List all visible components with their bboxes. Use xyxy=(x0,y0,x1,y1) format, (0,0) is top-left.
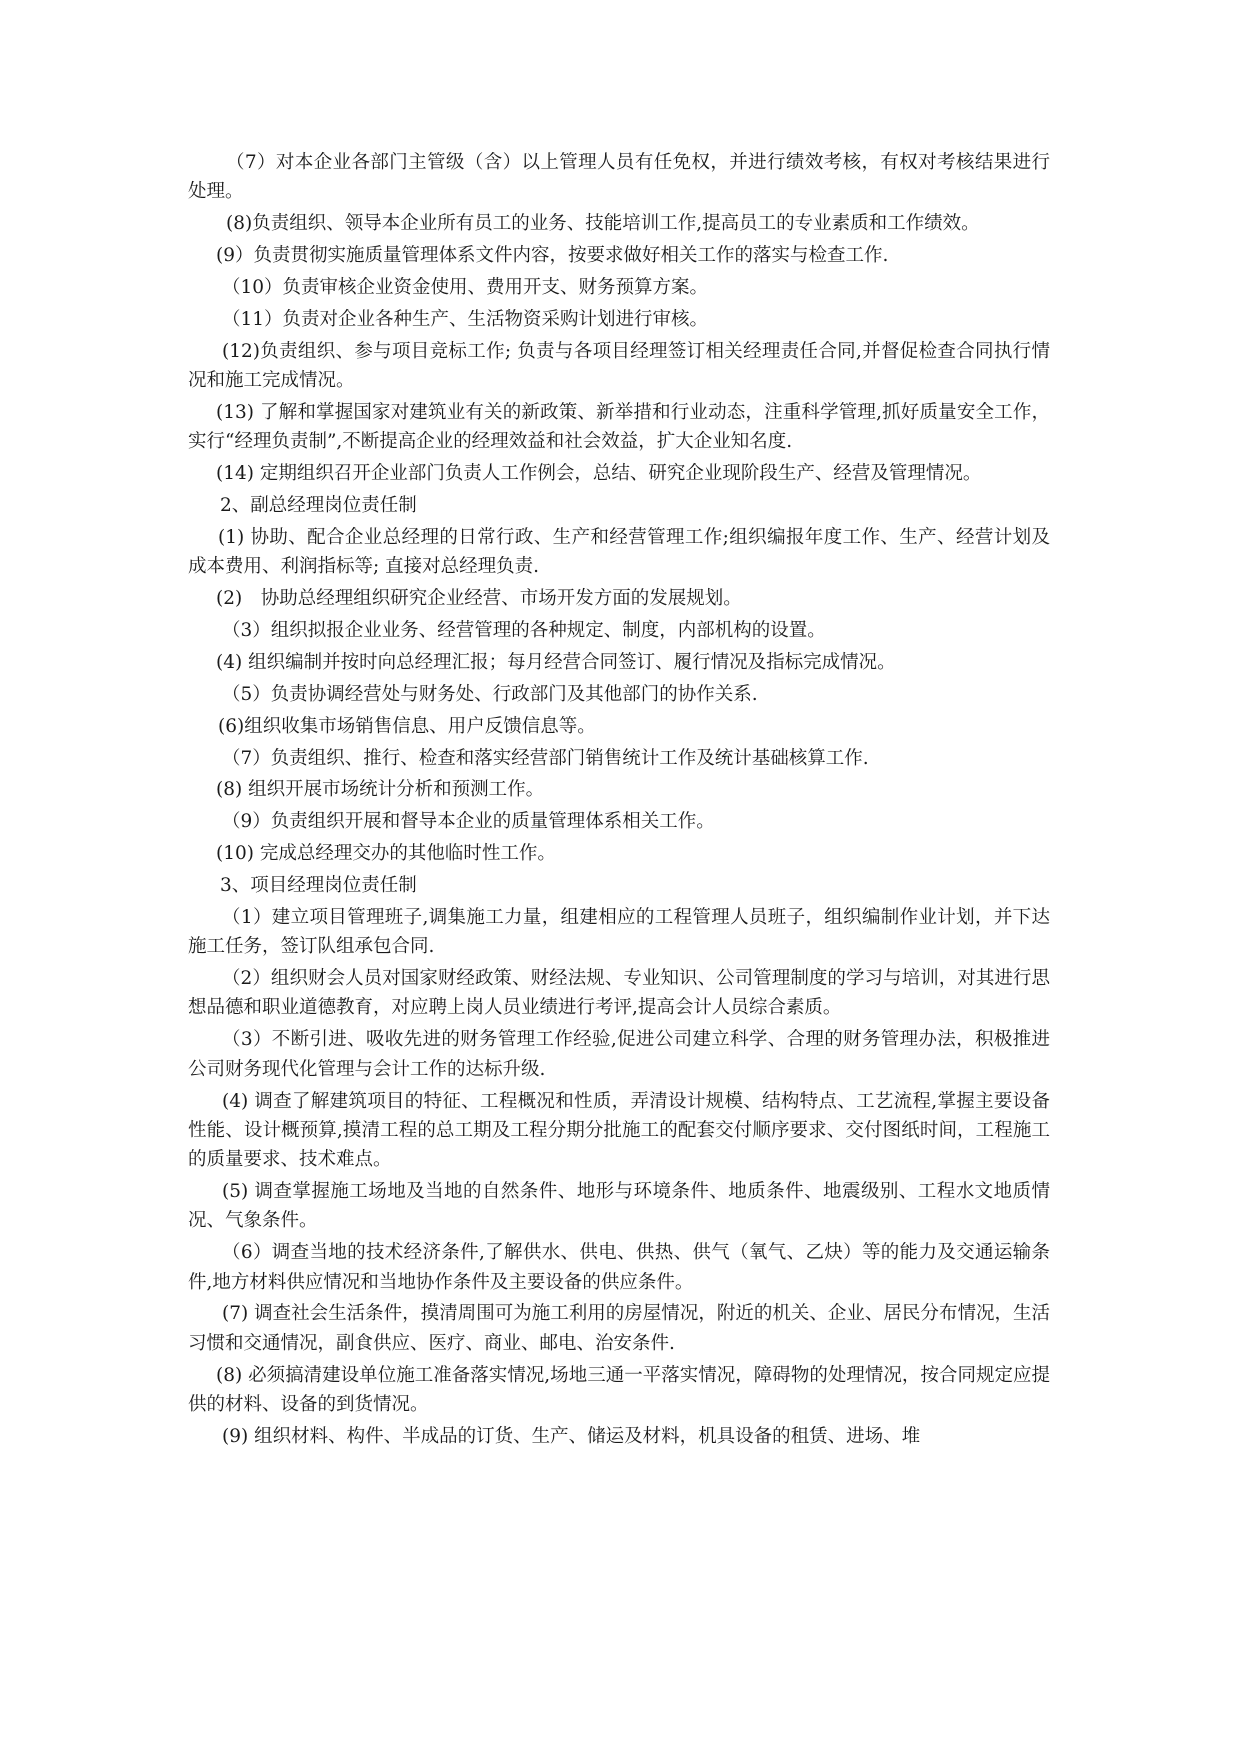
paragraph-4: （10）负责审核企业资金使用、费用开支、财务预算方案。 xyxy=(222,276,709,298)
paragraph-10: (2) 协助总经理组织研究企业经营、市场开发方面的发展规划。 xyxy=(216,588,742,610)
paragraph-19: （1）建立项目管理班子,调集施工力量，组建相应的工程管理人员班子，组织编制作业计划，并下达施工任务，签订队组承包合同. xyxy=(188,907,1050,958)
paragraph-27: (9) 组织材料、构件、半成品的订货、生产、储运及材料，机具设备的租赁、进场、堆 xyxy=(222,1425,921,1447)
paragraph-1: （7）对本企业各部门主管级（含）以上管理人员有任免权，并进行绩效考核，有权对考核结果进行处理。 xyxy=(188,152,1050,203)
paragraph-9: (1) 协助、配合企业总经理的日常行政、生产和经营管理工作;组织编报年度工作、生产、经营计划及成本费用、利润指标等; 直接对总经理负责. xyxy=(188,526,1050,578)
paragraph-16: (8) 组织开展市场统计分析和预测工作。 xyxy=(216,779,545,801)
paragraph-11: （3）组织拟报企业业务、经营管理的各种规定、制度，内部机构的设置。 xyxy=(222,619,826,641)
section-heading-2: 2、副总经理岗位责任制 xyxy=(220,495,417,517)
paragraph-14: (6)组织收集市场销售信息、用户反馈信息等。 xyxy=(218,715,596,737)
paragraph-26: (8) 必须搞清建设单位施工准备落实情况,场地三通一平落实情况，障碍物的处理情况，按合同规定应提供的材料、设备的到货情况。 xyxy=(188,1364,1050,1415)
paragraph-7: (13) 了解和掌握国家对建筑业有关的新政策、新举措和行业动态，注重科学管理,抓好质量安全工作，实行“经理负责制”,不断提高企业的经理效益和社会效益，扩大企业知名度. xyxy=(188,401,1050,453)
paragraph-12: (4) 组织编制并按时向总经理汇报；每月经营合同签订、履行情况及指标完成情况。 xyxy=(216,651,896,673)
paragraph-2: (8)负责组织、领导本企业所有员工的业务、技能培训工作,提高员工的专业素质和工作绩效。 xyxy=(226,213,980,235)
paragraph-23: (5) 调查掌握施工场地及当地的自然条件、地形与环境条件、地质条件、地震级别、工程水文地质情况、气象条件。 xyxy=(188,1181,1050,1232)
paragraph-22: (4) 调查了解建筑项目的特征、工程概况和性质，弄清设计规模、结构特点、工艺流程,掌握主要设备性能、设计概预算,摸清工程的总工期及工程分期分批施工的配套交付顺序要求、交付图纸时间，工程施工的质量要求、技术难点。 xyxy=(188,1090,1050,1171)
paragraph-24: （6）调查当地的技术经济条件,了解供水、供电、供热、供气（氧气、乙炔）等的能力及交通运输条件,地方材料供应情况和当地协作条件及主要设备的供应条件。 xyxy=(188,1242,1050,1293)
paragraph-5: （11）负责对企业各种生产、生活物资采购计划进行审核。 xyxy=(222,308,709,330)
paragraph-20: （2）组织财会人员对国家财经政策、财经法规、专业知识、公司管理制度的学习与培训，对其进行思想品德和职业道德教育，对应聘上岗人员业绩进行考评,提高会计人员综合素质。 xyxy=(188,968,1050,1019)
paragraph-21: （3）不断引进、吸收先进的财务管理工作经验,促进公司建立科学、合理的财务管理办法，积极推进公司财务现代化管理与会计工作的达标升级. xyxy=(188,1029,1050,1080)
paragraph-8: (14) 定期组织召开企业部门负责人工作例会，总结、研究企业现阶段生产、经营及管理情况。 xyxy=(216,463,982,485)
paragraph-3: (9）负责贯彻实施质量管理体系文件内容，按要求做好相关工作的落实与检查工作. xyxy=(216,245,889,267)
paragraph-6: (12)负责组织、参与项目竞标工作; 负责与各项目经理签订相关经理责任合同,并督促检查合同执行情况和施工完成情况。 xyxy=(188,340,1050,392)
paragraph-18: (10) 完成总经理交办的其他临时性工作。 xyxy=(216,843,556,865)
paragraph-17: （9）负责组织开展和督导本企业的质量管理体系相关工作。 xyxy=(222,811,715,833)
paragraph-15: （7）负责组织、推行、检查和落实经营部门销售统计工作及统计基础核算工作. xyxy=(222,747,869,769)
document-body xyxy=(188,148,1050,1454)
section-heading-3: 3、项目经理岗位责任制 xyxy=(220,875,417,897)
paragraph-13: （5）负责协调经营处与财务处、行政部门及其他部门的协作关系. xyxy=(222,683,758,705)
paragraph-25: (7) 调查社会生活条件，摸清周围可为施工利用的房屋情况，附近的机关、企业、居民分布情况，生活习惯和交通情况，副食供应、医疗、商业、邮电、治安条件. xyxy=(188,1303,1050,1354)
